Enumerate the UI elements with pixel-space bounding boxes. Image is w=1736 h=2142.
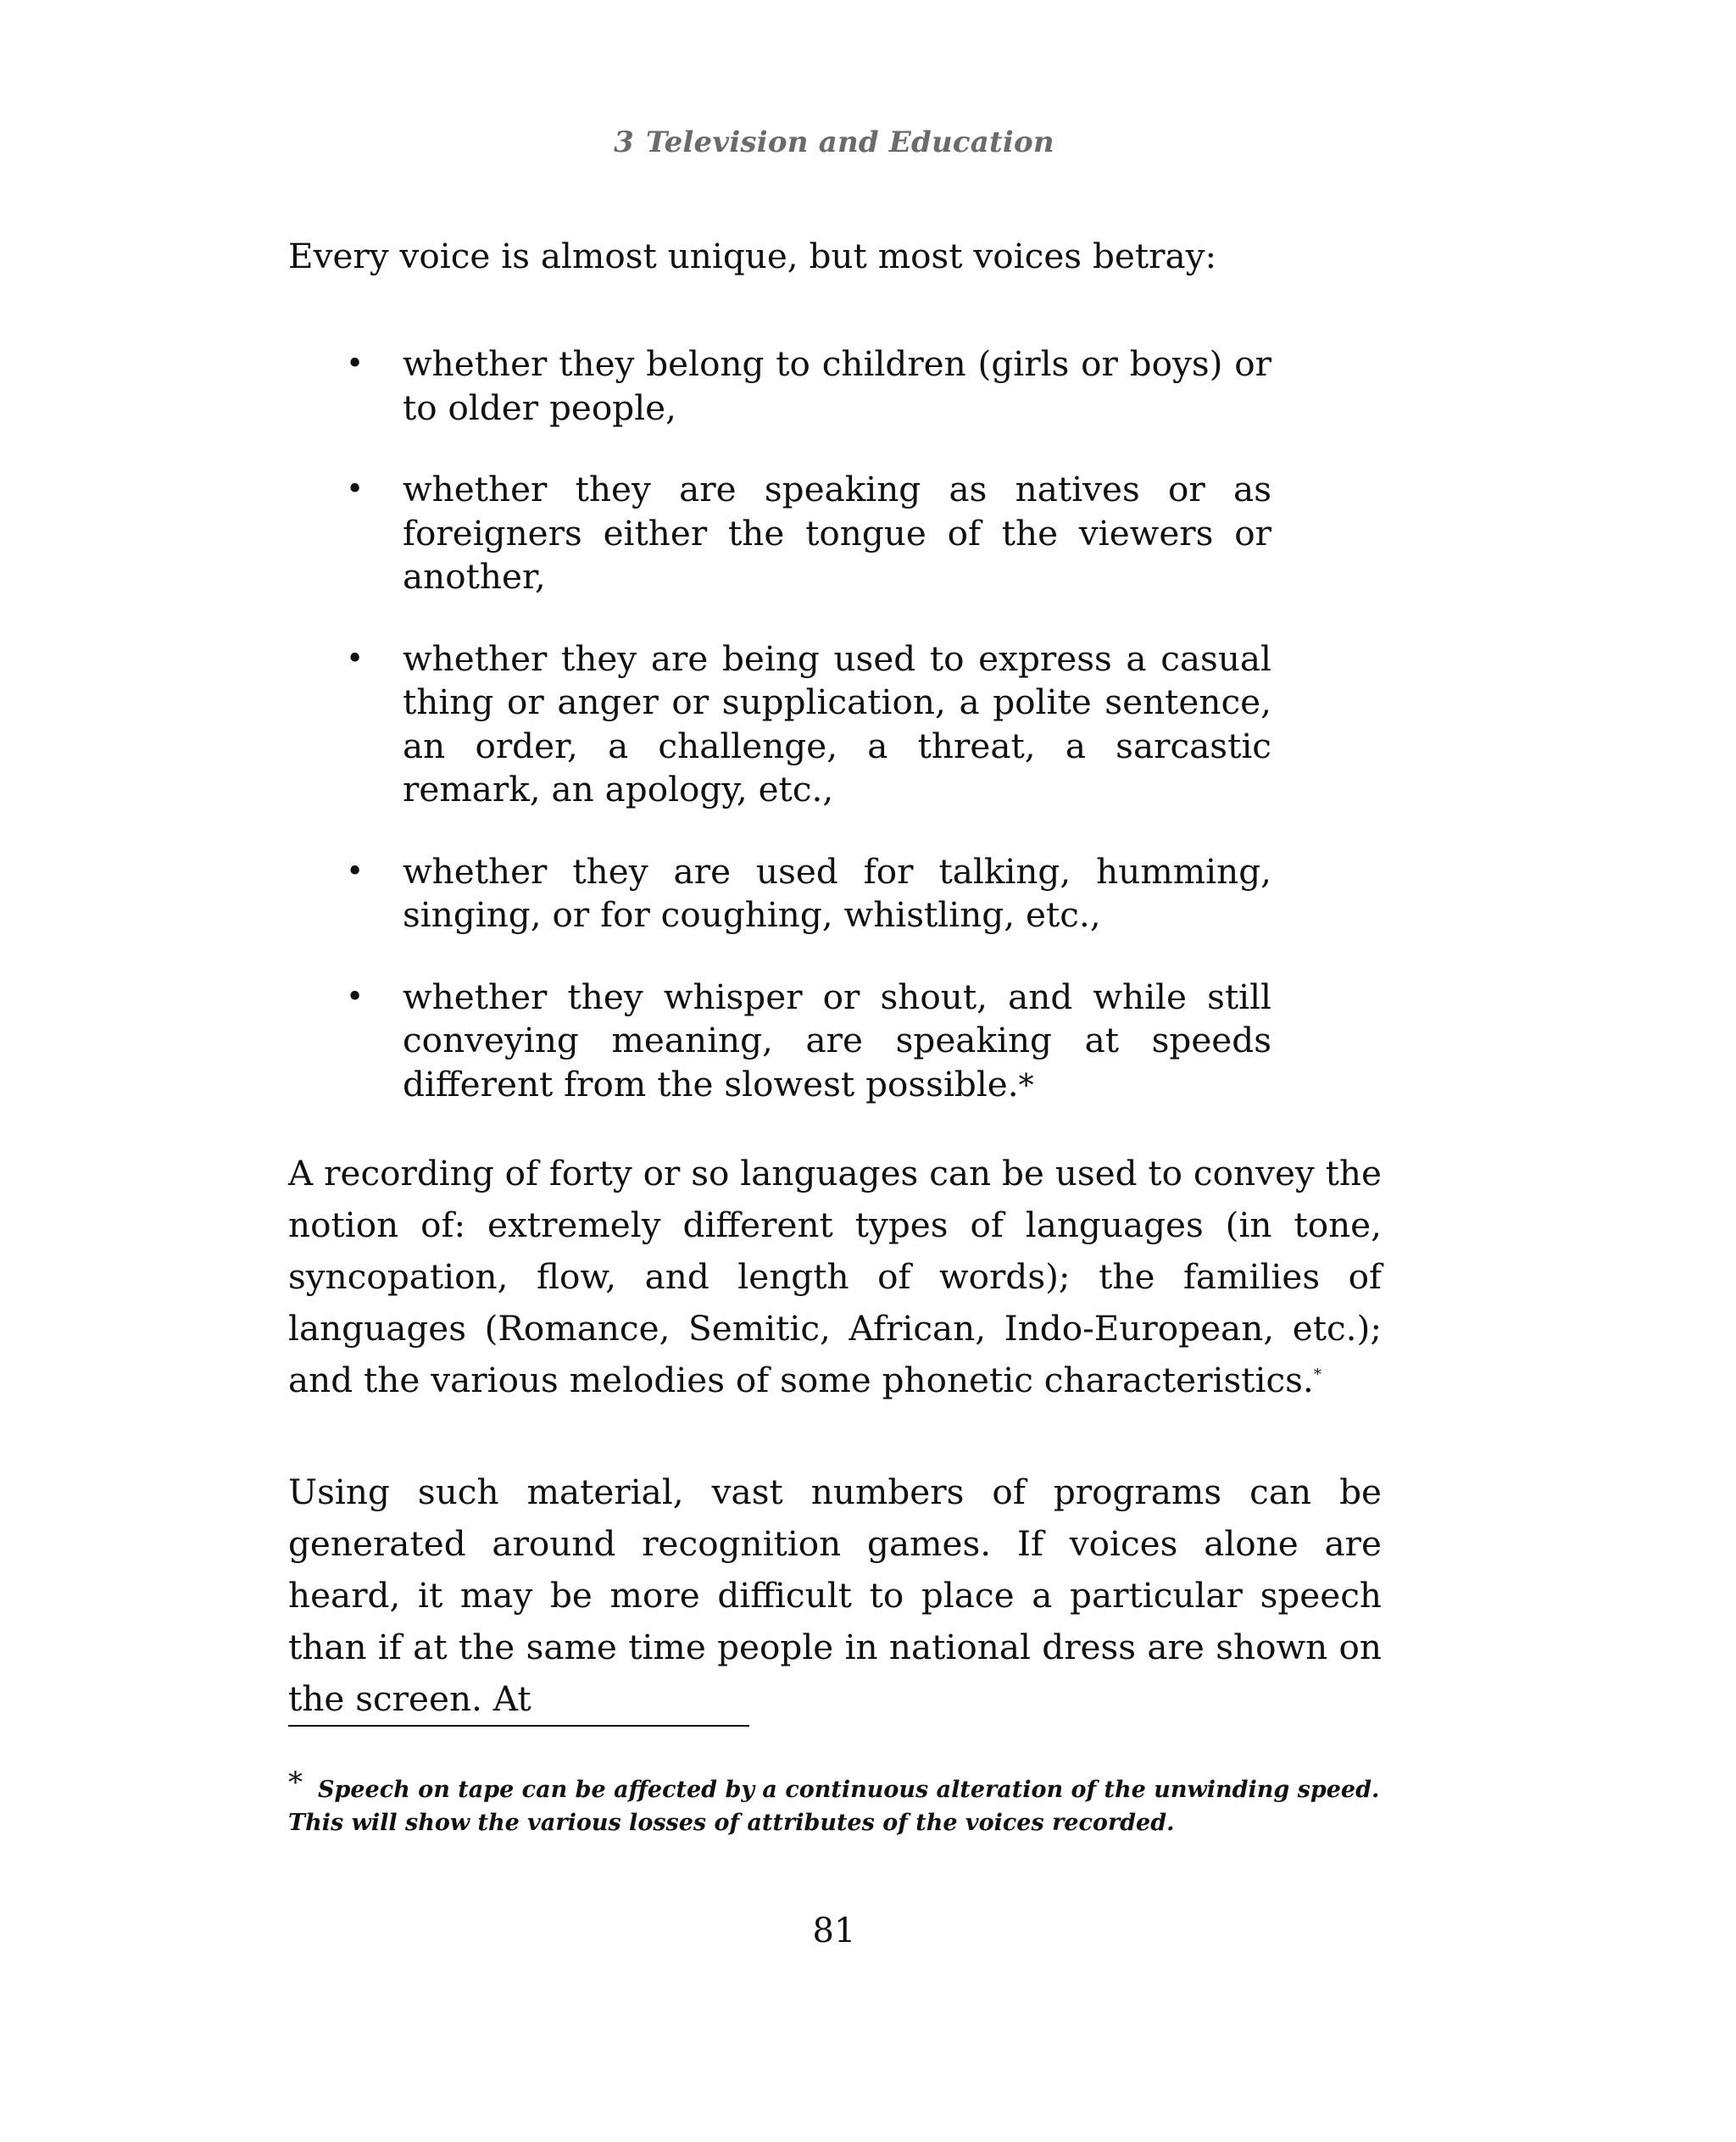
footnote-reference[interactable]: * [1313,1366,1321,1384]
page-number: 81 [812,1911,856,1950]
bullet-icon: • [346,979,364,1015]
list-item [288,850,1271,937]
intro-paragraph: Every voice is almost unique, but most voices betray: [288,236,1217,276]
list-item-text: whether they are speaking as natives or as foreigners either the tongue of the viewers or another, [403,469,1271,597]
list-item [288,468,1271,599]
list-item [288,637,1271,812]
languages-paragraph [288,1148,1382,1406]
voice-attributes-list [288,342,1271,1146]
chapter-title: Television and Education [645,125,1054,159]
chapter-number: 3 [614,125,634,159]
running-header [0,125,1668,159]
programs-paragraph: Using such material, vast numbers of programs can be generated around recognition games. If voices alone are heard, it may be more difficult to place a particular speech than if at the same time people in national dress are shown on the screen. At [288,1472,1382,1719]
footnote-divider [288,1725,749,1727]
list-item-text: whether they are used for talking, humming, singing, or for coughing, whistling, etc., [403,850,1271,935]
footnote-reference[interactable]: * [1018,1068,1034,1104]
bullet-icon: • [346,641,364,676]
list-item [288,976,1271,1109]
footnote-text: Speech on tape can be affected by a continuous alteration of the unwinding speed. This will show the various losses of attributes of the voices recorded. [288,1777,1380,1836]
list-item-text: whether they belong to children (girls or boys) or to older people, [403,343,1271,428]
paragraph-text: A recording of forty or so languages can be used to convey the notion of: extremely different types of languages (in tone, syncopation, flow, and length of words); the families of languages (Romance, Semitic, African, Indo-European, etc.); and the various melodies of some phonetic characteristics. [288,1153,1382,1400]
list-item-text: whether they are being used to express a casual thing or anger or supplication, a polite sentence, an order, a challenge, a threat, a sarcastic remark, an apology, etc., [403,637,1271,810]
footnote [288,1766,1382,1839]
list-item [288,342,1271,430]
footnote-mark: * [288,1766,303,1800]
bullet-icon: • [346,472,364,507]
bullet-icon: • [346,854,364,889]
bullet-icon: • [346,347,364,381]
list-item-text: whether they whisper or shout, and while still conveying meaning, are speaking at speeds different from the slowest possible. [403,976,1271,1104]
